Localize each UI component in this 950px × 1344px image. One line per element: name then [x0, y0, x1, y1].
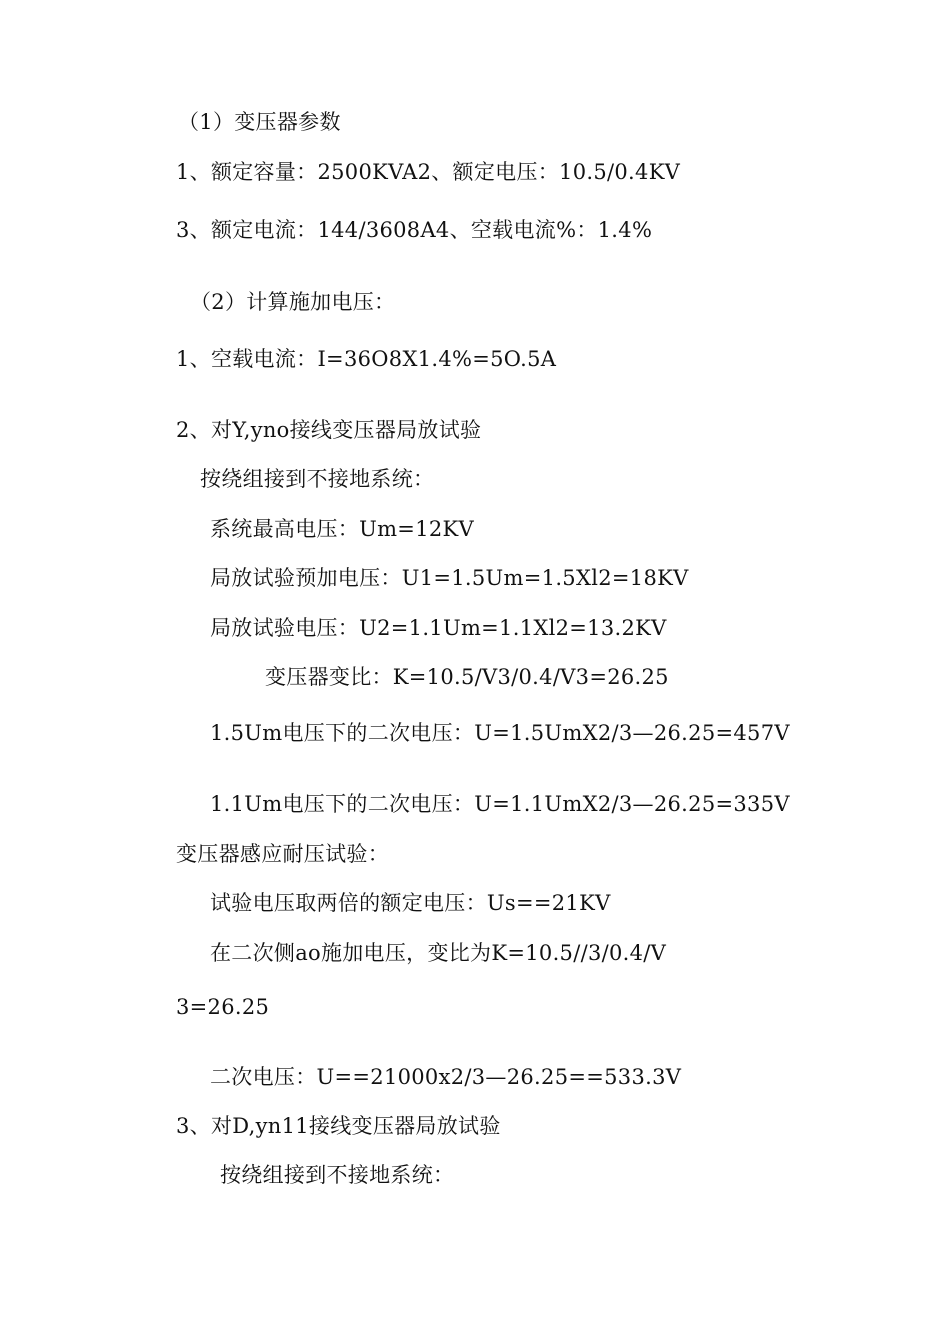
- param-line-1: 1、额定容量：2500KVA2、额定电压：10.5/0.4KV: [176, 160, 681, 184]
- induced-apply: 在二次侧ao施加电压，变比为K=10.5//3/0.4/V: [210, 941, 667, 965]
- induced-apply-cont: 3=26.25: [176, 995, 270, 1019]
- calc-noload-current: 1、空载电流：I=36O8X1.4%=5O.5A: [176, 347, 557, 371]
- induced-test-voltage: 试验电压取两倍的额定电压：Us==21KV: [210, 891, 611, 915]
- induced-heading: 变压器感应耐压试验：: [176, 842, 389, 866]
- yyn0-test-voltage: 局放试验电压：U2=1.1Um=1.1Xl2=13.2KV: [210, 616, 667, 640]
- dyn11-heading: 3、对D,yn11接线变压器局放试验: [176, 1114, 501, 1138]
- yyn0-ungrounded: 按绕组接到不接地系统：: [200, 467, 435, 491]
- yyn0-pre-voltage: 局放试验预加电压：U1=1.5Um=1.5Xl2=18KV: [210, 566, 689, 590]
- yyn0-secondary-1-5: 1.5Um电压下的二次电压：U=1.5UmX2/3—26.25=457V: [210, 721, 790, 745]
- dyn11-ungrounded: 按绕组接到不接地系统：: [220, 1163, 455, 1187]
- param-line-2: 3、额定电流：144/3608A4、空载电流%：1.4%: [176, 218, 653, 242]
- section-1-heading: （1）变压器参数: [178, 110, 341, 134]
- section-2-heading: （2）计算施加电压：: [190, 290, 396, 314]
- yyn0-heading: 2、对Y,yno接线变压器局放试验: [176, 418, 482, 442]
- yyn0-secondary-1-1: 1.1Um电压下的二次电压：U=1.1UmX2/3—26.25=335V: [210, 792, 790, 816]
- induced-secondary: 二次电压：U==21000x2/3—26.25==533.3V: [210, 1065, 682, 1089]
- yyn0-um: 系统最高电压：Um=12KV: [210, 517, 474, 541]
- yyn0-ratio: 变压器变比：K=10.5/V3/0.4/V3=26.25: [265, 665, 669, 689]
